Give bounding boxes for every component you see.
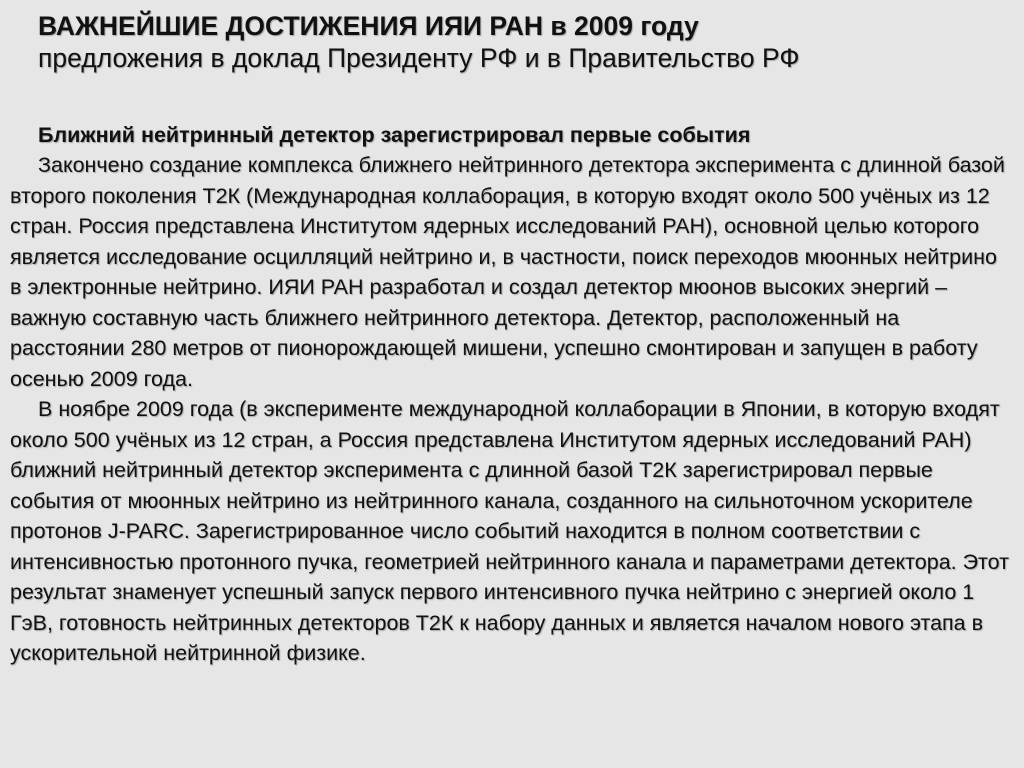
paragraph-2: В ноябре 2009 года (в эксперименте международной коллаборации в Японии, в которую входят около 500 учёных из 12 стран, а Россия представлена Институтом ядерных исследований РАН) ближний нейтринный детектор эксперимента с длинной базой Т2К зарегистрировал первые события от мюонных нейтрино из нейтринного канала, созданного на сильноточном ускорителе протонов J-PARC. Зарегистрированное число событий находится в полном соответствии с интенсивностью протонного пучка, геометрией нейтринного канала и параметрами детектора. Этот результат знаменует успешный запуск первого интенсивного пучка нейтрино с энергией около 1 ГэВ, готовность нейтринных детекторов Т2К к набору данных и является началом нового этапа в ускорительной нейтринной физике.	[10, 397, 1009, 665]
slide-title: ВАЖНЕЙШИЕ ДОСТИЖЕНИЯ ИЯИ РАН в 2009 году	[38, 11, 699, 41]
slide-subtitle: предложения в доклад Президенту РФ и в Правительство РФ	[38, 43, 800, 73]
paragraph-1: Закончено создание комплекса ближнего нейтринного детектора эксперимента с длинной базой второго поколения Т2К (Международная коллаборация, в которую входят около 500 учёных из 12 стран. Россия представлена Институтом ядерных исследований РАН), основной целью которого является исследование осцилляций нейтрино и, в частности, поиск переходов мюонных нейтрино в электронные нейтрино. ИЯИ РАН разработал и создал детектор мюонов высоких энергий – важную составную часть ближнего нейтринного детектора. Детектор, расположенный на расстоянии 280 метров от пионорождающей мишени, успешно смонтирован и запущен в работу осенью 2009 года.	[10, 153, 1005, 391]
section-heading: Ближний нейтринный детектор зарегистрировал первые события	[38, 123, 751, 147]
